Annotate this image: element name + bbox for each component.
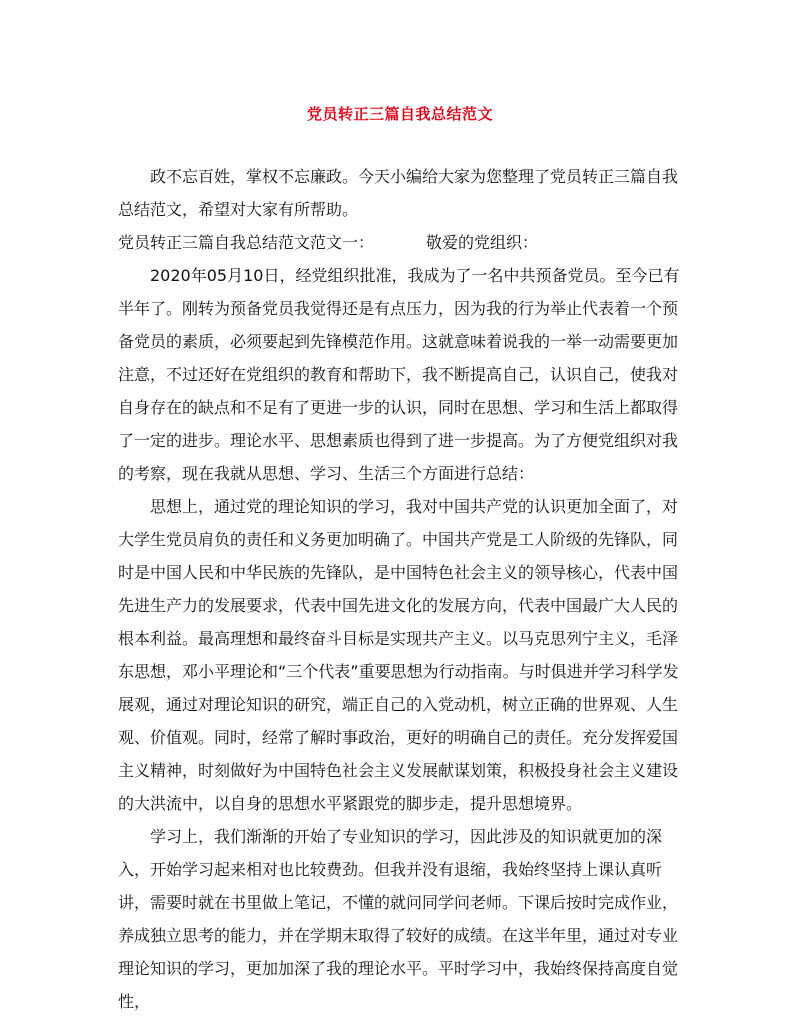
document-body xyxy=(118,160,680,1018)
salutation: 敬爱的党组织： xyxy=(426,233,539,252)
intro-paragraph: 政不忘百姓，掌权不忘廉政。今天小编给大家为您整理了党员转正三篇自我总结范文，希望对大家有所帮助。 xyxy=(118,167,679,219)
document-title: 党员转正三篇自我总结范文 xyxy=(306,105,493,123)
paragraph-1: 2020年05月10日，经党组织批准，我成为了一名中共预备党员。至今已有半年了。刚转为预备党员我觉得还是有点压力，因为我的行为举止代表着一个预备党员的素质，必须要起到先锋模范作用。这就意味着说我的一举一动需要更加注意，不过还好在党组织的教育和帮助下，我不断提高自己，认识自己，使我对自身存在的缺点和不足有了更进一步的认识，同时在思想、学习和生活上都取得了一定的进步。理论水平、思想素质也得到了进一步提高。为了方便党组织对我的考察，现在我就从思想、学习、生活三个方面进行总结： xyxy=(118,266,680,483)
section-heading: 党员转正三篇自我总结范文范文一： xyxy=(118,233,375,252)
paragraph-3: 学习上，我们渐渐的开始了专业知识的学习，因此涉及的知识就更加的深入，开始学习起来相对也比较费劲。但我并没有退缩，我始终坚持上课认真听讲，需要时就在书里做上笔记，不懂的就问同学问老师。下课后按时完成作业，养成独立思考的能力，并在学期末取得了较好的成绩。在这半年里，通过对专业理论知识的学习，更加加深了我的理论水平。平时学习中，我始终保持高度自觉性， xyxy=(118,827,679,1011)
paragraph-2: 思想上，通过党的理论知识的学习，我对中国共产党的认识更加全面了，对大学生党员肩负的责任和义务更加明确了。中国共产党是工人阶级的先锋队，同时是中国人民和中华民族的先锋队，是中国特色社会主义的领导核心，代表中国先进生产力的发展要求，代表中国先进文化的发展方向，代表中国最广大人民的根本利益。最高理想和最终奋斗目标是实现共产主义。以马克思列宁主义，毛泽东思想，邓小平理论和“三个代表”重要思想为行动指南。与时俱进并学习科学发展观，通过对理论知识的研究，端正自己的入党动机，树立正确的世界观、人生观、价值观。同时，经常了解时事政治，更好的明确自己的责任。充分发挥爱国主义精神，时刻做好为中国特色社会主义发展献谋划策，积极投身社会主义建设的大洪流中，以自身的思想水平紧跟党的脚步走，提升思想境界。 xyxy=(118,497,679,813)
section-heading-line xyxy=(118,226,680,259)
